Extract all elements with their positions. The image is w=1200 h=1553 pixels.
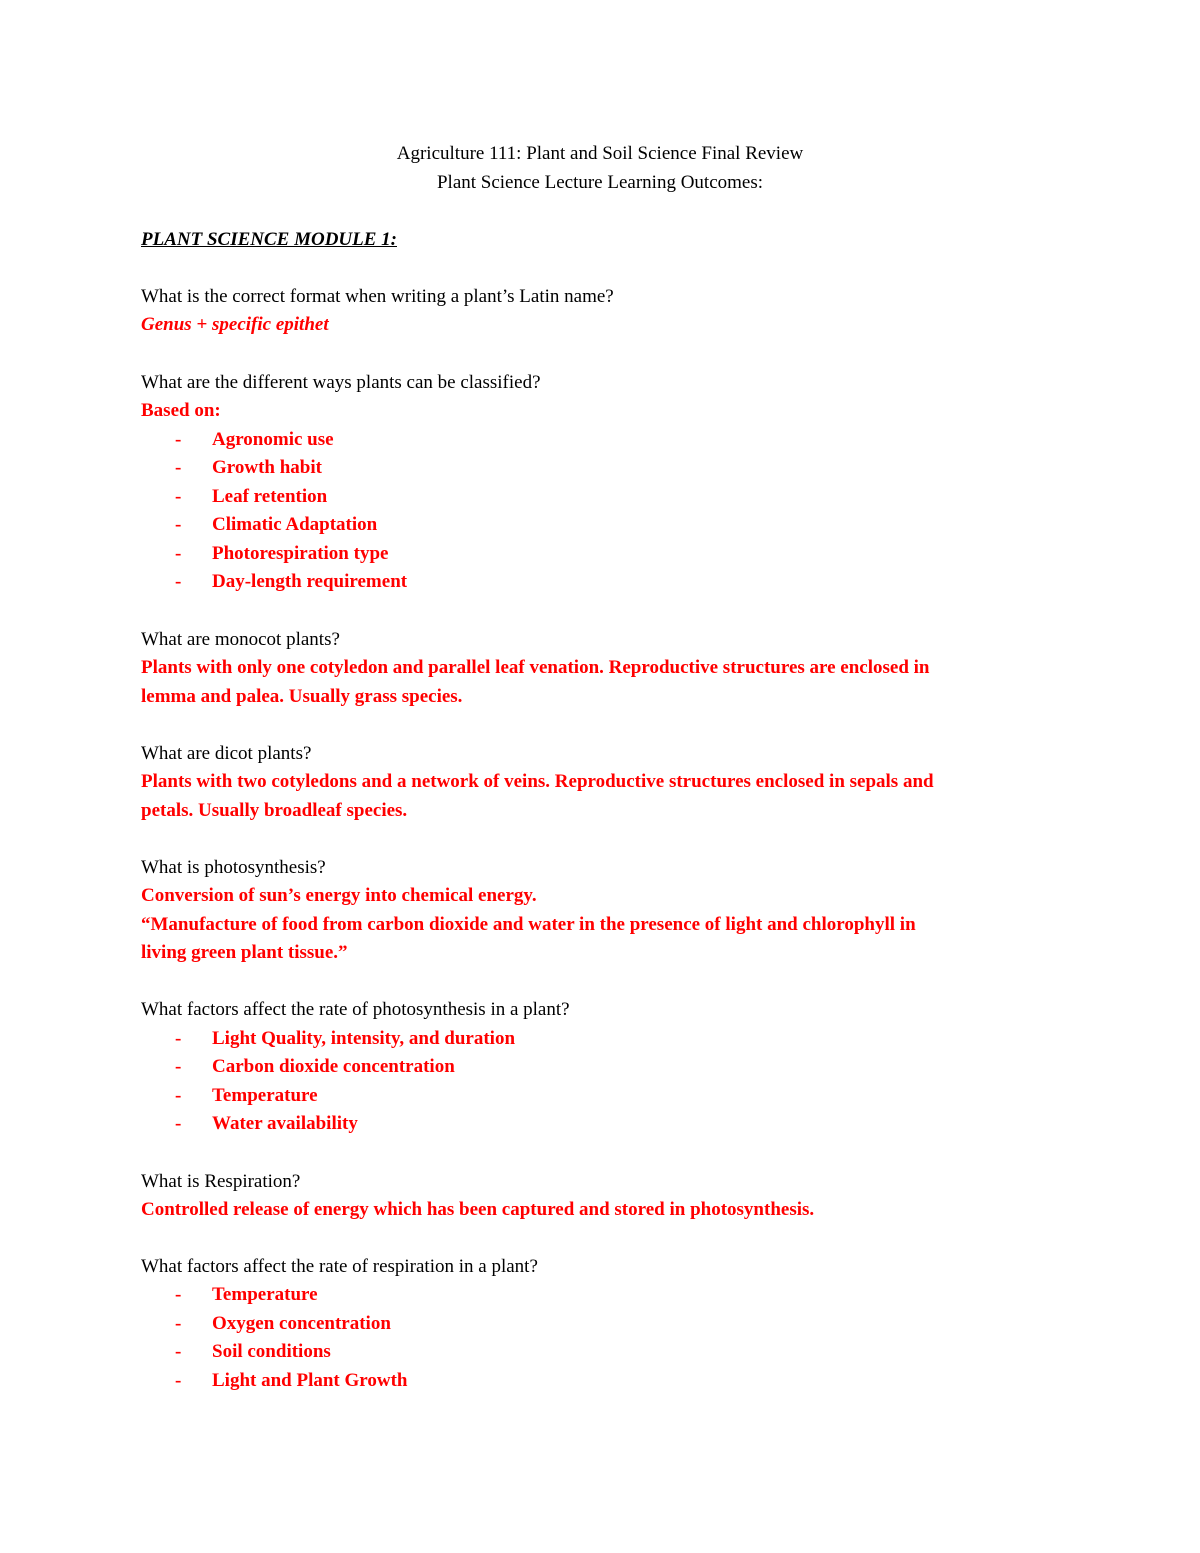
document-page: Agriculture 111: Plant and Soil Science Final Review Plant Science Lecture Learning Outcomes: PLANT SCIENCE MODULE 1: What is the correct format when writing a plant’s Latin name? Genus + specific epithet What are the different ways plants can be classified? Based on: - Agronomic use - Growth habit - Leaf retention - Climatic Adaptation - Photorespiration type - Day-length requirement What are monocot plants? Plants with only one cotyledon and parallel leaf venation. Reproductive structures are enclosed in lemma and palea. Usually grass species. What are dicot plants? Plants with two cotyledons and a network of veins. Reproductive structures enclosed in sepals and petals. Usually broadleaf species. What is photosynthesis? Conversion of sun’s energy into chemical energy. “Manufacture of food from carbon dioxide and water in the presence of light and chlorophyll in living green plant tissue.” What factors affect the rate of photosynthesis in a plant? - Light Quality, intensity, and duration - Carbon dioxide concentration - Temperature - Water availability What is Respiration? Controlled release of energy which has been captured and stored in photosynthesis. What factors affect the rate of respiration in a plant? - Temperature - Oxygen concentration - Soil conditions - Light and Plant Growth xyxy=(0,0,1200,1553)
answer-dicot-line: petals. Usually broadleaf species. xyxy=(141,800,408,821)
answer-classification-intro: Based on: xyxy=(141,400,221,421)
question-dicot: What are dicot plants? xyxy=(141,743,312,764)
answer-respiration: Controlled release of energy which has been captured and stored in photosynthesis. xyxy=(141,1199,815,1220)
answer-latin-name: Genus + specific epithet xyxy=(141,314,329,335)
answer-monocot-line: Plants with only one cotyledon and parallel leaf venation. Reproductive structures are enclosed in xyxy=(141,657,930,678)
answer-photosynthesis-line: Conversion of sun’s energy into chemical energy. xyxy=(141,885,537,906)
question-classification: What are the different ways plants can be classified? xyxy=(141,372,541,393)
question-monocot: What are monocot plants? xyxy=(141,629,340,650)
answer-dicot-line: Plants with two cotyledons and a network of veins. Reproductive structures enclosed in sepals and xyxy=(141,771,934,792)
document-title: Agriculture 111: Plant and Soil Science Final Review xyxy=(396,143,804,164)
question-latin-name: What is the correct format when writing a plant’s Latin name? xyxy=(141,286,614,307)
question-photosynthesis: What is photosynthesis? xyxy=(141,857,326,878)
answer-photosynthesis-line: “Manufacture of food from carbon dioxide and water in the presence of light and chlorophyll in xyxy=(141,914,916,935)
question-respiration: What is Respiration? xyxy=(141,1171,301,1192)
question-photosynthesis-factors: What factors affect the rate of photosynthesis in a plant? xyxy=(141,999,570,1020)
answer-photosynthesis-line: living green plant tissue.” xyxy=(141,942,348,963)
question-respiration-factors: What factors affect the rate of respiration in a plant? xyxy=(141,1256,538,1277)
document-subtitle: Plant Science Lecture Learning Outcomes: xyxy=(436,172,764,193)
answer-monocot-line: lemma and palea. Usually grass species. xyxy=(141,686,463,707)
module-heading: PLANT SCIENCE MODULE 1: xyxy=(141,229,397,250)
